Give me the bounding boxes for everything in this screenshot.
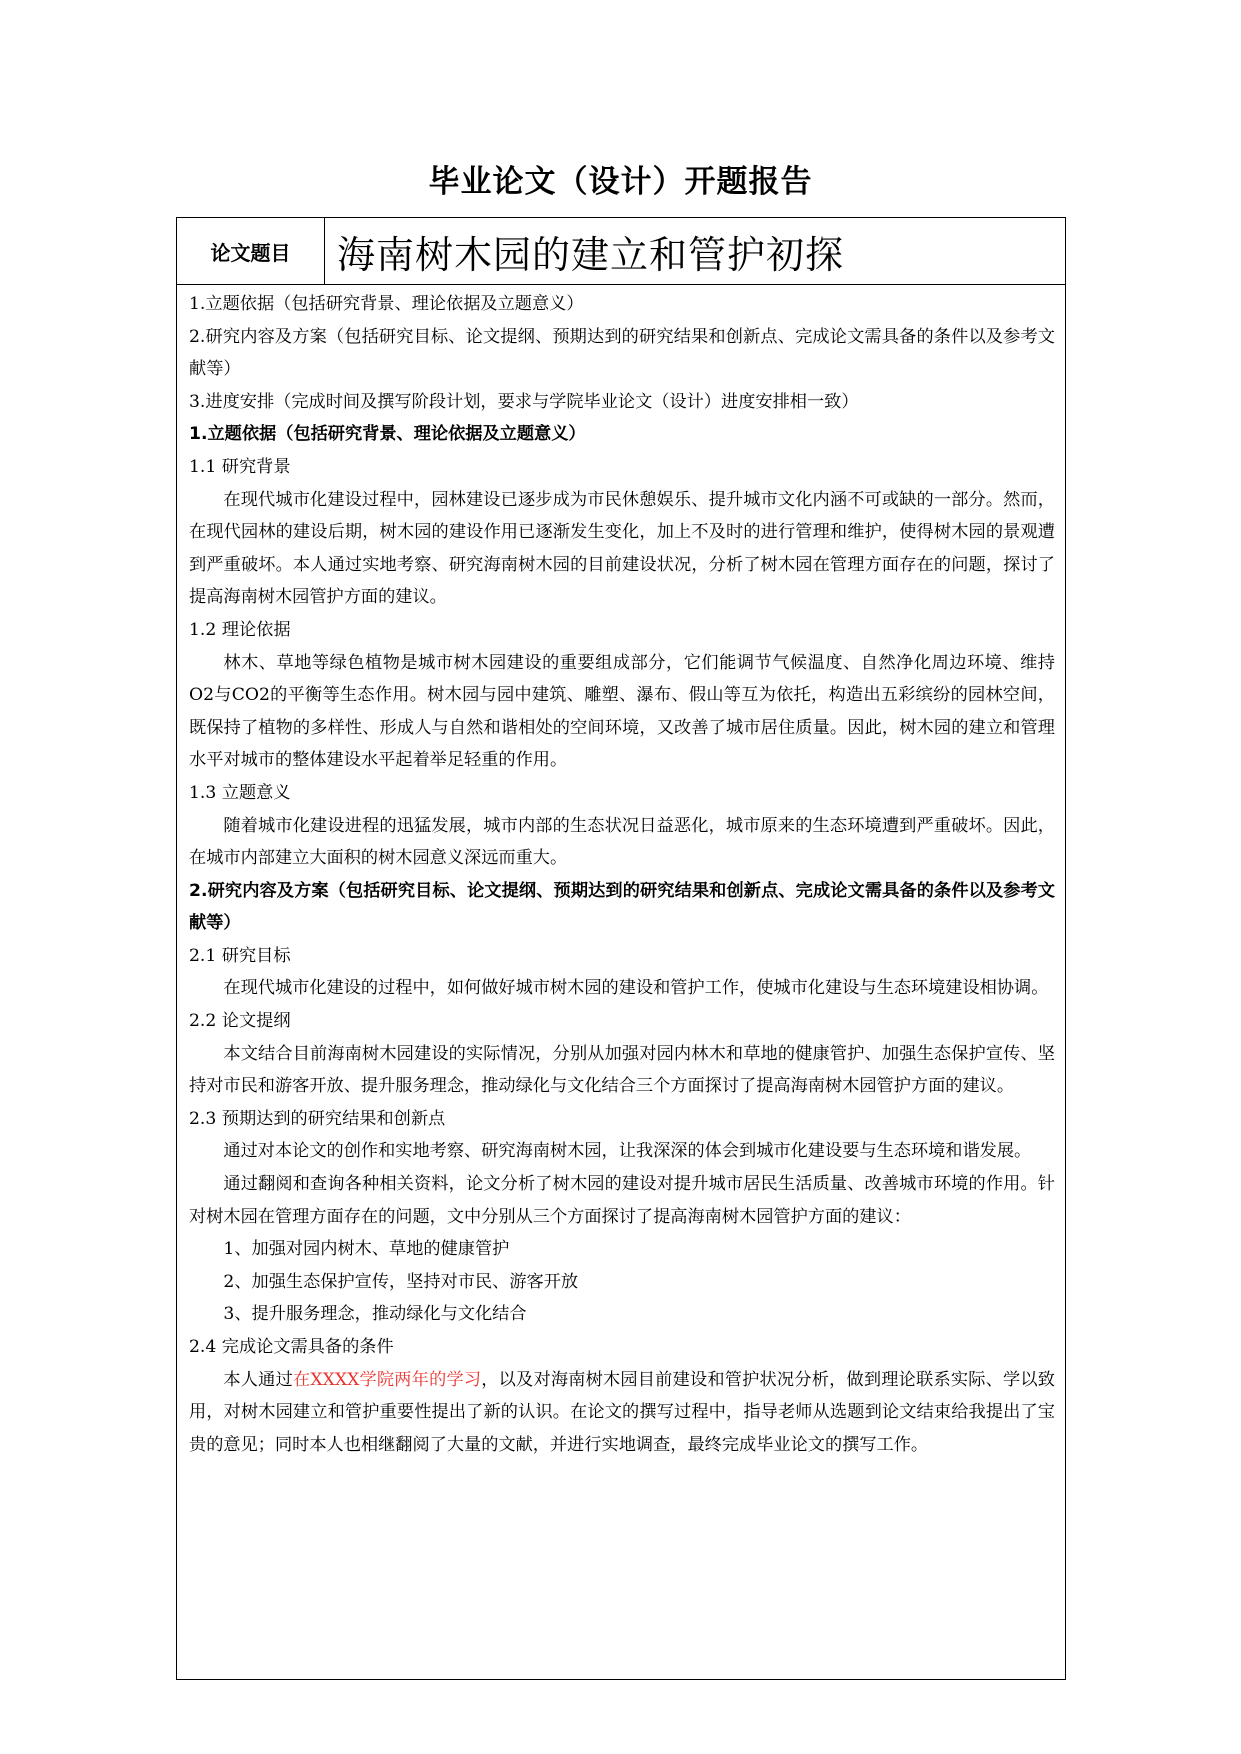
thesis-title-label: 论文题目	[177, 218, 325, 284]
section-2-2-text: 本文结合目前海南树木园建设的实际情况，分别从加强对园内林木和草地的健康管护、加强生态保护宣传、坚持对市民和游客开放、提升服务理念，推动绿化与文化结合三个方面探讨了提高海南树木园管护方面的建议。	[189, 1043, 1055, 1097]
section-1-3-heading: 1.3 立题意义	[189, 782, 291, 803]
section-2-1-heading: 2.1 研究目标	[189, 945, 291, 966]
section-2-4-text-pre: 本人通过	[223, 1369, 293, 1390]
section-2-4-text	[189, 1364, 1055, 1462]
list-item: 1、加强对园内树木、草地的健康管护	[223, 1239, 510, 1260]
section-2-2-heading: 2.2 论文提纲	[189, 1011, 291, 1032]
list-item: 2、加强生态保护宣传，坚持对市民、游客开放	[223, 1271, 579, 1292]
section-2-3-heading: 2.3 预期达到的研究结果和创新点	[189, 1108, 446, 1129]
list-item: 3、提升服务理念，推动绿化与文化结合	[223, 1304, 527, 1325]
thesis-title-row	[177, 218, 1065, 285]
section-1-heading: 1.立题依据（包括研究背景、理论依据及立题意义）	[189, 424, 586, 445]
thesis-title-value: 海南树木园的建立和管护初探	[337, 232, 845, 277]
section-1-1-heading: 1.1 研究背景	[189, 456, 291, 477]
section-1-3-text: 随着城市化建设进程的迅猛发展，城市内部的生态状况日益恶化，城市原来的生态环境遭到严重破坏。因此，在城市内部建立大面积的树木园意义深远而重大。	[189, 815, 1055, 869]
section-2-4-text-post: ，以及对海南树木园目前建设和管护状况分析，做到理论联系实际、学以致用，对树木园建立和管护重要性提出了新的认识。在论文的撰写过程中，指导老师从选题到论文结束给我提出了宝贵的意见；同时本人也相继翻阅了大量的文献，并进行实地调查，最终完成毕业论文的撰写工作。	[189, 1369, 1055, 1455]
outline-item-3: 3.进度安排（完成时间及撰写阶段计划，要求与学院毕业论文（设计）进度安排相一致）	[189, 391, 859, 412]
section-2-3-text-2: 通过翻阅和查询各种相关资料，论文分析了树木园的建设对提升城市居民生活质量、改善城市环境的作用。针对树木园在管理方面存在的问题，文中分别从三个方面探讨了提高海南树木园管护方面的建议：	[189, 1174, 1055, 1227]
document-title: 毕业论文（设计）开题报告	[428, 164, 813, 200]
report-body	[189, 288, 1055, 1461]
section-2-heading: 2.研究内容及方案（包括研究目标、论文提纲、预期达到的研究结果和创新点、完成论文需具备的条件以及参考文献等）	[189, 880, 1055, 934]
section-2-4-heading: 2.4 完成论文需具备的条件	[189, 1337, 394, 1357]
outline-item-1: 1.立题依据（包括研究背景、理论依据及立题意义）	[189, 294, 584, 314]
section-2-1-text: 在现代城市化建设的过程中，如何做好城市树木园的建设和管护工作，使城市化建设与生态环境建设相协调。	[223, 978, 1049, 999]
outline-item-2: 2.研究内容及方案（包括研究目标、论文提纲、预期达到的研究结果和创新点、完成论文需具备的条件以及参考文献等）	[189, 326, 1055, 380]
section-1-2-heading: 1.2 理论依据	[189, 619, 291, 640]
report-table	[176, 217, 1066, 1680]
section-2-3-text-1: 通过对本论文的创作和实地考察、研究海南树木园，让我深深的体会到城市化建设要与生态环境和谐发展。	[223, 1141, 1032, 1162]
section-2-4-text-highlight: 在XXXX学院两年的学习	[292, 1369, 482, 1390]
section-1-1-text: 在现代城市化建设过程中，园林建设已逐步成为市民休憩娱乐、提升城市文化内涵不可或缺的一部分。然而，在现代园林的建设后期，树木园的建设作用已逐渐发生变化，加上不及时的进行管理和维护，使得树木园的景观遭到严重破坏。本人通过实地考察、研究海南树木园的目前建设状况，分析了树木园在管理方面存在的问题，探讨了提高海南树木园管护方面的建议。	[189, 489, 1055, 608]
section-1-2-text: 林木、草地等绿色植物是城市树木园建设的重要组成部分，它们能调节气候温度、自然净化周边环境、维持O2与CO2的平衡等生态作用。树木园与园中建筑、雕塑、瀑布、假山等互为依托，构造出五彩缤纷的园林空间，既保持了植物的多样性、形成人与自然和谐相处的空间环境，又改善了城市居住质量。因此，树木园的建立和管理水平对城市的整体建设水平起着举足轻重的作用。	[189, 652, 1055, 771]
